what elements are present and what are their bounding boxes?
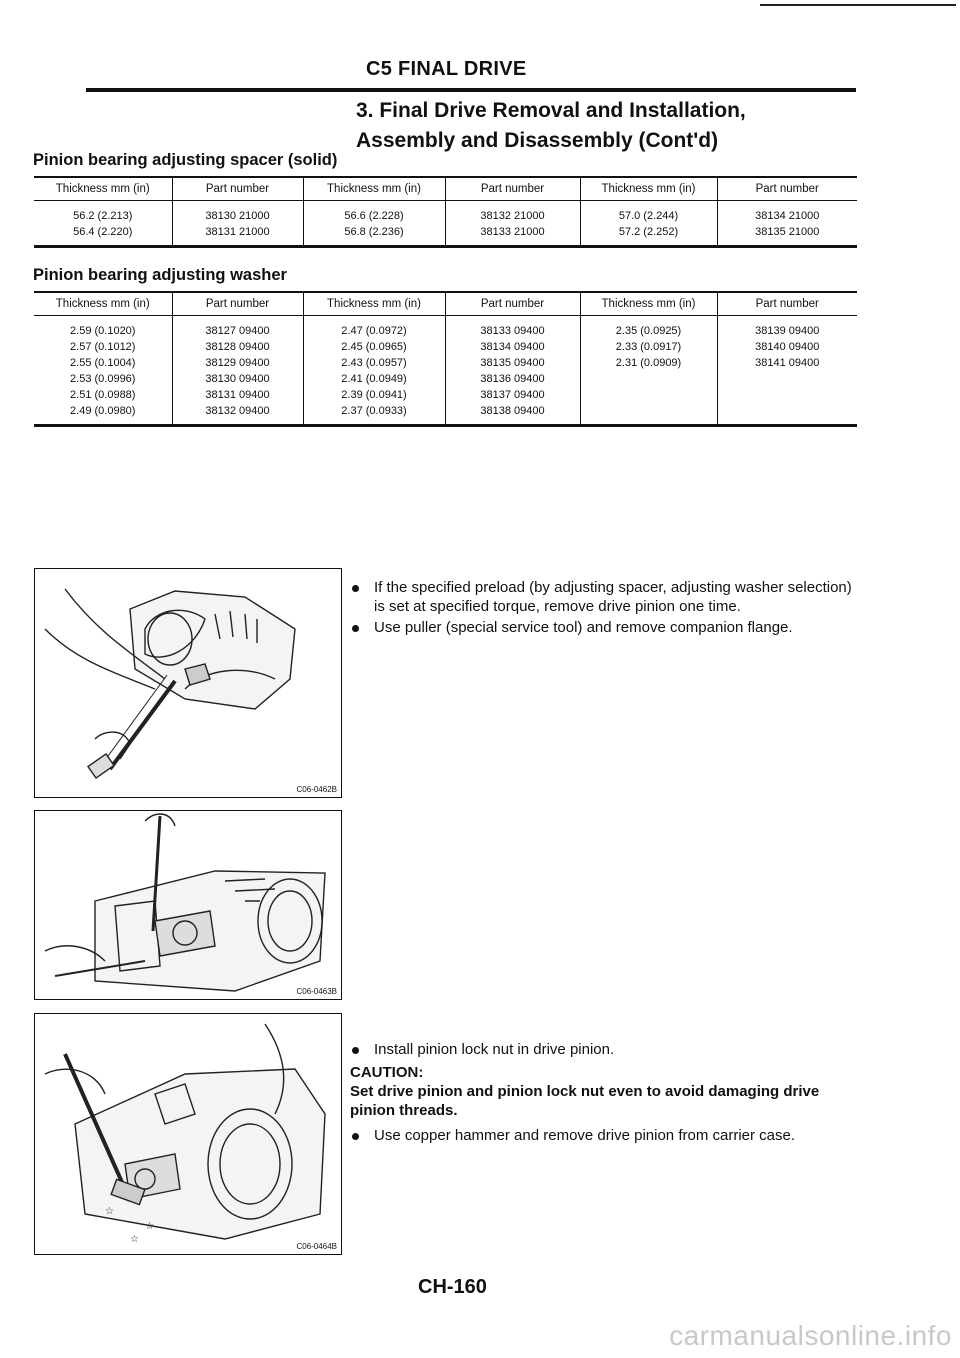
column-header: Thickness mm (in) <box>303 292 445 316</box>
table-cell: 2.33 (0.0917) <box>580 339 717 355</box>
column-header: Part number <box>445 292 580 316</box>
svg-text:☆: ☆ <box>105 1206 114 1217</box>
table-cell: 2.43 (0.0957) <box>303 355 445 371</box>
table-cell: 38141 09400 <box>755 357 820 369</box>
table-cell: 38127 09400 <box>172 316 303 340</box>
table-cell: 57.2 (2.252) <box>580 224 717 247</box>
table-cell: 38130 09400 <box>172 371 303 387</box>
washer-table <box>34 291 857 427</box>
table-row <box>34 387 857 403</box>
table-cell: 56.6 (2.228) <box>303 201 445 225</box>
table-row <box>34 201 857 225</box>
washer-table-title: Pinion bearing adjusting washer <box>33 266 287 284</box>
table-cell: 38139 09400 <box>755 325 820 337</box>
column-header: Thickness mm (in) <box>34 177 172 201</box>
table-cell <box>717 387 857 403</box>
table-cell: 38133 09400 <box>445 316 580 340</box>
bullet-item <box>350 578 860 616</box>
table-cell: 2.39 (0.0941) <box>303 387 445 403</box>
bullet-icon <box>352 1047 359 1054</box>
section-title-line-1: 3. Final Drive Removal and Installation, <box>356 99 746 122</box>
spacer-table <box>34 176 857 248</box>
bullet-icon <box>352 625 359 632</box>
table-cell: 2.45 (0.0965) <box>303 339 445 355</box>
bullet-text: Install pinion lock nut in drive pinion. <box>374 1041 615 1058</box>
header-rule <box>86 88 856 92</box>
table-cell: 2.31 (0.0909) <box>580 355 717 371</box>
puller-on-companion-flange-illustration <box>35 811 341 999</box>
bullet-text: Use puller (special service tool) and remove companion flange. <box>374 619 793 636</box>
table-cell: 38134 21000 <box>755 210 820 222</box>
section-title <box>356 96 746 156</box>
table-cell: 38134 09400 <box>445 339 580 355</box>
table-cell: 2.47 (0.0972) <box>303 316 445 340</box>
column-header: Thickness mm (in) <box>580 177 717 201</box>
table-cell: 2.41 (0.0949) <box>303 371 445 387</box>
page-number: CH-160 <box>418 1276 487 1298</box>
table-cell: 56.2 (2.213) <box>34 201 172 225</box>
table-cell: 2.37 (0.0933) <box>303 403 445 426</box>
table-cell <box>580 371 717 387</box>
table-row <box>34 316 857 340</box>
column-header: Thickness mm (in) <box>303 177 445 201</box>
copper-hammer-removal-illustration <box>35 1014 341 1254</box>
table-cell: 2.59 (0.1020) <box>34 316 172 340</box>
column-header: Part number <box>717 292 857 316</box>
table-cell: 2.55 (0.1004) <box>34 355 172 371</box>
table-cell: 38131 21000 <box>172 224 303 247</box>
table-cell: 38131 09400 <box>172 387 303 403</box>
figure-code: C06-0463B <box>296 987 337 996</box>
top-edge-rule <box>760 4 956 6</box>
caution-text: Set drive pinion and pinion lock nut even to avoid damaging drive pinion threads. <box>350 1083 820 1119</box>
table-cell: 38129 09400 <box>172 355 303 371</box>
watermark: carmanualsonline.info <box>669 1320 952 1351</box>
instruction-block-1 <box>350 578 860 639</box>
table-cell: 57.0 (2.244) <box>580 201 717 225</box>
wrench-on-final-drive-illustration <box>35 569 341 797</box>
bullet-text: If the specified preload (by adjusting spacer, adjusting washer selection) is set at specified torque, remove drive pinion one time. <box>374 579 852 615</box>
bullet-item <box>350 1126 860 1145</box>
table-cell: 56.8 (2.236) <box>303 224 445 247</box>
table-cell <box>717 403 857 426</box>
column-header: Part number <box>717 177 857 201</box>
section-title-line-2: Assembly and Disassembly (Cont'd) <box>356 129 719 152</box>
figure-hammer <box>34 1013 342 1255</box>
table-cell: 38132 09400 <box>172 403 303 426</box>
caution-label: CAUTION: <box>350 1064 424 1081</box>
table-cell: 2.49 (0.0980) <box>34 403 172 426</box>
column-header: Part number <box>445 177 580 201</box>
table-cell: 38137 09400 <box>445 387 580 403</box>
spacer-table-header-row <box>34 177 857 201</box>
column-header: Thickness mm (in) <box>580 292 717 316</box>
column-header: Part number <box>172 292 303 316</box>
table-cell: 38130 21000 <box>172 201 303 225</box>
table-cell: 2.35 (0.0925) <box>580 316 717 340</box>
bullet-item <box>350 618 860 637</box>
figure-code: C06-0462B <box>296 785 337 794</box>
figure-preload-wrench <box>34 568 342 798</box>
figure-code: C06-0464B <box>296 1242 337 1251</box>
table-cell: 56.4 (2.220) <box>34 224 172 247</box>
bullet-text: Use copper hammer and remove drive pinion from carrier case. <box>374 1127 796 1144</box>
table-row <box>34 371 857 387</box>
svg-text:☆: ☆ <box>145 1221 154 1232</box>
table-cell: 2.53 (0.0996) <box>34 371 172 387</box>
column-header: Part number <box>172 177 303 201</box>
table-row <box>34 355 857 371</box>
table-row <box>34 339 857 355</box>
instruction-block-2 <box>350 1040 860 1147</box>
svg-text:☆: ☆ <box>130 1234 139 1245</box>
table-row <box>34 403 857 426</box>
bullet-item <box>350 1040 860 1059</box>
table-row <box>34 224 857 247</box>
page-header-title: C5 FINAL DRIVE <box>366 58 527 80</box>
washer-table-header-row <box>34 292 857 316</box>
column-header: Thickness mm (in) <box>34 292 172 316</box>
table-cell: 38133 21000 <box>445 224 580 247</box>
table-cell: 2.51 (0.0988) <box>34 387 172 403</box>
table-cell: 38140 09400 <box>755 341 820 353</box>
table-cell: 38135 21000 <box>755 226 820 238</box>
table-cell: 38128 09400 <box>172 339 303 355</box>
table-cell <box>580 403 717 426</box>
table-cell: 38135 09400 <box>445 355 580 371</box>
table-cell: 38138 09400 <box>445 403 580 426</box>
table-cell: 2.57 (0.1012) <box>34 339 172 355</box>
bullet-icon <box>352 1133 359 1140</box>
bullet-icon <box>352 585 359 592</box>
table-cell: 38132 21000 <box>445 201 580 225</box>
figure-puller <box>34 810 342 1000</box>
spacer-table-title: Pinion bearing adjusting spacer (solid) <box>33 151 338 169</box>
table-cell: 38136 09400 <box>445 371 580 387</box>
table-cell <box>717 371 857 387</box>
table-cell <box>580 387 717 403</box>
